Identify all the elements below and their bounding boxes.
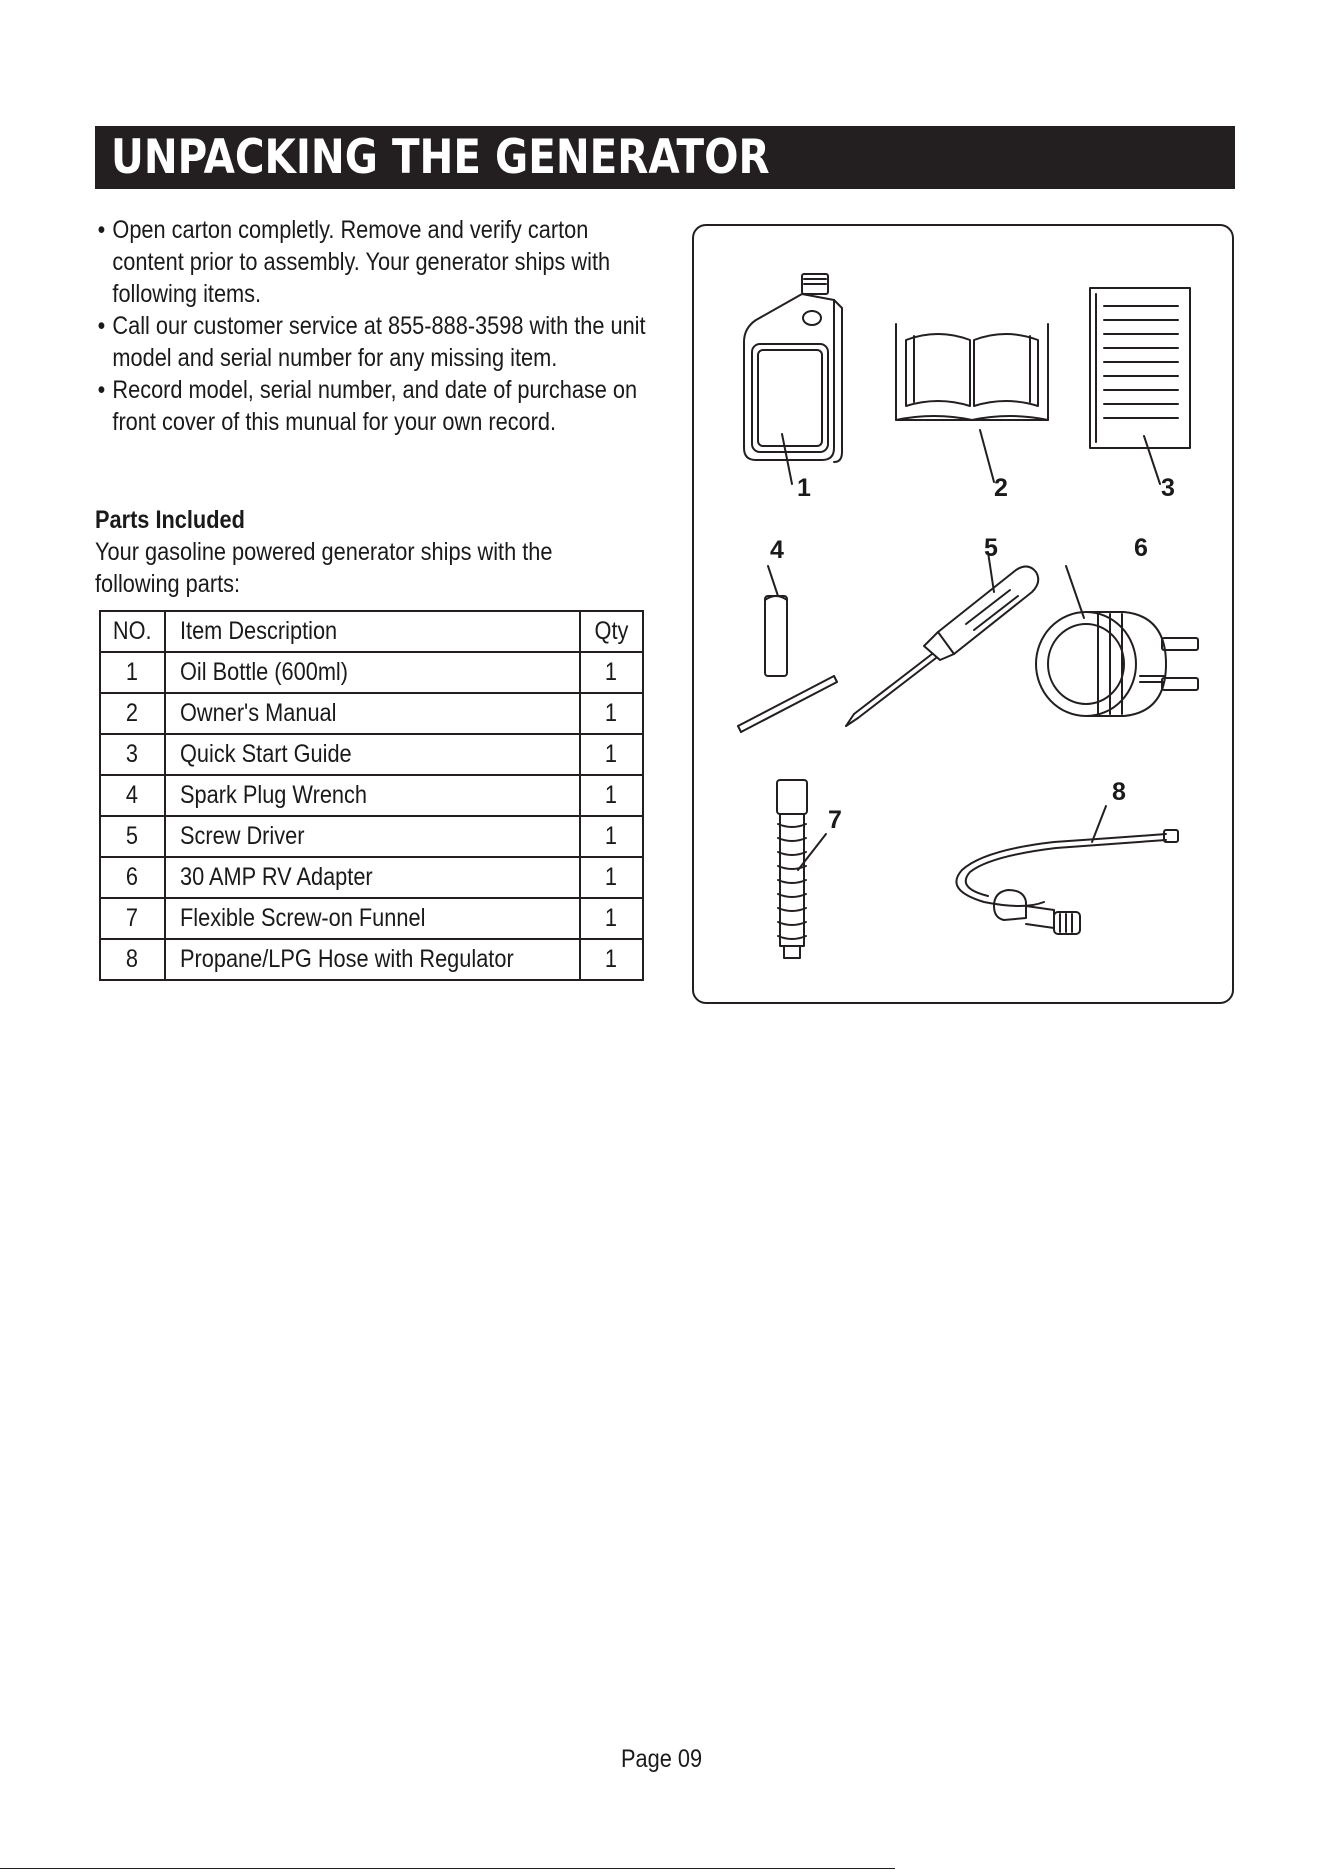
instruction-item bbox=[95, 214, 652, 310]
callout-1: 1 bbox=[797, 474, 811, 502]
instruction-item bbox=[95, 310, 652, 374]
cell-qty: 1 bbox=[580, 857, 643, 898]
propane-hose-icon bbox=[956, 806, 1178, 934]
cell-qty: 1 bbox=[580, 775, 643, 816]
cell-qty: 1 bbox=[580, 693, 643, 734]
cell-description: Flexible Screw-on Funnel bbox=[165, 898, 580, 939]
cell-qty: 1 bbox=[580, 652, 643, 693]
callout-3: 3 bbox=[1161, 474, 1175, 502]
parts-heading: Parts Included bbox=[95, 506, 245, 534]
cell-description: Quick Start Guide bbox=[165, 734, 580, 775]
cell-description: 30 AMP RV Adapter bbox=[165, 857, 580, 898]
table-row bbox=[100, 693, 643, 734]
cell-description: Oil Bottle (600ml) bbox=[165, 652, 580, 693]
callout-7: 7 bbox=[828, 806, 842, 834]
header-description: Item Description bbox=[165, 611, 580, 652]
parts-intro: Your gasoline powered generator ships with the following parts: bbox=[95, 538, 553, 598]
owners-manual-icon bbox=[896, 324, 1048, 482]
instruction-text: Call our customer service at 855-888-3598 with the unit model and serial number for any missing item. bbox=[112, 312, 646, 372]
header-qty: Qty bbox=[580, 611, 643, 652]
screwdriver-icon bbox=[846, 552, 1038, 726]
cell-qty: 1 bbox=[580, 939, 643, 980]
section-title-bar bbox=[95, 126, 1235, 189]
cell-no: 8 bbox=[100, 939, 165, 980]
page-number: Page 09 bbox=[621, 1745, 703, 1773]
cell-no: 5 bbox=[100, 816, 165, 857]
parts-table bbox=[99, 610, 644, 981]
instruction-item bbox=[95, 374, 652, 438]
cell-qty: 1 bbox=[580, 816, 643, 857]
cell-no: 2 bbox=[100, 693, 165, 734]
bullet-icon: • bbox=[97, 312, 106, 340]
bullet-icon: • bbox=[97, 216, 106, 244]
divider bbox=[0, 1868, 895, 1869]
spark-plug-wrench-icon bbox=[738, 566, 837, 732]
cell-no: 3 bbox=[100, 734, 165, 775]
section-title: UNPACKING THE GENERATOR bbox=[111, 130, 770, 185]
cell-no: 6 bbox=[100, 857, 165, 898]
callout-8: 8 bbox=[1112, 778, 1126, 806]
parts-drawing bbox=[694, 226, 1236, 1006]
cell-qty: 1 bbox=[580, 734, 643, 775]
oil-bottle-icon bbox=[744, 274, 842, 484]
table-row bbox=[100, 652, 643, 693]
funnel-icon bbox=[777, 780, 826, 958]
table-row bbox=[100, 816, 643, 857]
instruction-list bbox=[95, 214, 655, 438]
instruction-text: Record model, serial number, and date of purchase on front cover of this munual for your own record. bbox=[112, 376, 638, 436]
cell-description: Owner's Manual bbox=[165, 693, 580, 734]
table-header-row bbox=[100, 611, 643, 652]
header-no: NO. bbox=[100, 611, 165, 652]
cell-description: Screw Driver bbox=[165, 816, 580, 857]
callout-5: 5 bbox=[984, 534, 998, 562]
parts-illustration bbox=[692, 224, 1234, 1004]
cell-description: Propane/LPG Hose with Regulator bbox=[165, 939, 580, 980]
callout-4: 4 bbox=[770, 536, 784, 564]
instruction-text: Open carton completly. Remove and verify carton content prior to assembly. Your generator ships with following items. bbox=[112, 216, 611, 308]
table-row bbox=[100, 775, 643, 816]
rv-adapter-icon bbox=[1036, 566, 1198, 716]
cell-qty: 1 bbox=[580, 898, 643, 939]
bullet-icon: • bbox=[97, 376, 106, 404]
quick-start-guide-icon bbox=[1090, 288, 1190, 484]
left-column bbox=[95, 214, 655, 598]
table-row bbox=[100, 898, 643, 939]
callout-6: 6 bbox=[1134, 534, 1148, 562]
cell-no: 4 bbox=[100, 775, 165, 816]
table-row bbox=[100, 857, 643, 898]
table-row bbox=[100, 734, 643, 775]
callout-2: 2 bbox=[994, 474, 1008, 502]
cell-no: 1 bbox=[100, 652, 165, 693]
cell-description: Spark Plug Wrench bbox=[165, 775, 580, 816]
cell-no: 7 bbox=[100, 898, 165, 939]
table-row bbox=[100, 939, 643, 980]
